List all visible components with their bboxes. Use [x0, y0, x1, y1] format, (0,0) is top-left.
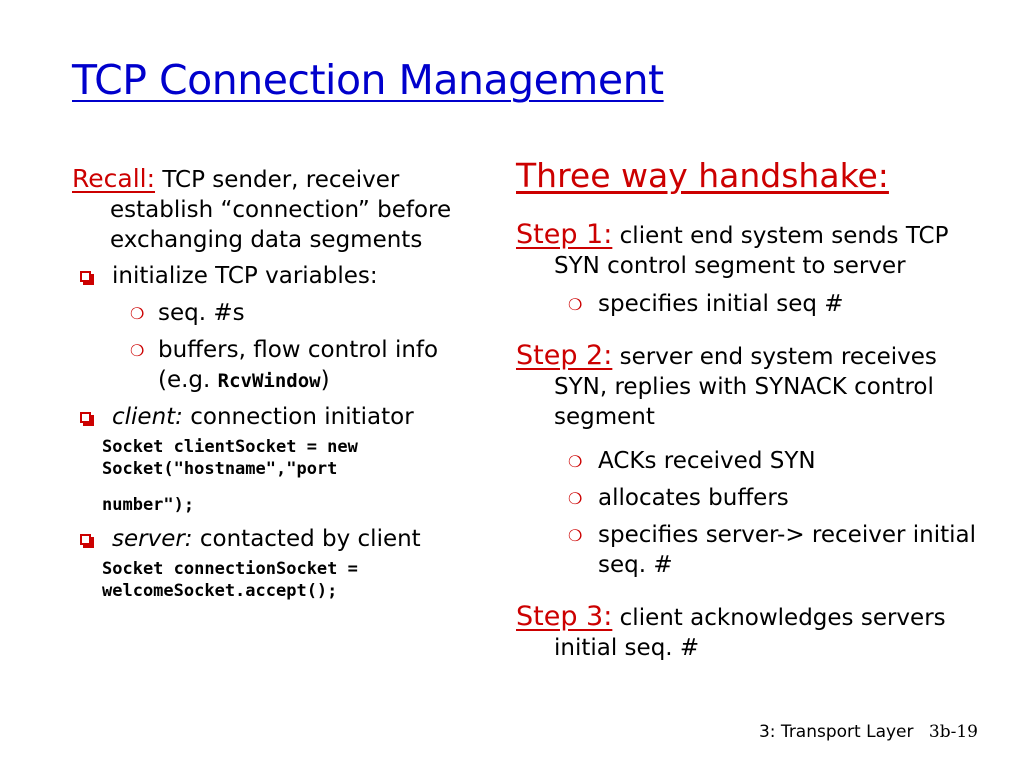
step-1-text: client end system sends TCP SYN control segment to server [554, 223, 949, 279]
bullet-text: initialize TCP variables: [112, 263, 378, 289]
recall-text: TCP sender, receiver establish “connection” before exchanging data segments [110, 167, 452, 253]
circle-bullet-icon: ❍ [130, 304, 145, 323]
sub-bullet-text: buffers, flow control info (e.g. [158, 337, 439, 393]
rcvwindow-code: RcvWindow [217, 370, 321, 392]
sub-bullet-text: specifies initial seq # [598, 291, 844, 317]
circle-bullet-icon: ❍ [568, 295, 583, 314]
footer-chapter: 3: Transport Layer [758, 722, 914, 742]
step-2-sub-acks [516, 446, 986, 476]
footer-page-number: 3b-19 [928, 722, 978, 742]
code-line: Socket clientSocket = new [102, 437, 358, 457]
sub-bullet-text: specifies server-> receiver initial seq. # [598, 522, 976, 578]
sub-bullet-seq [72, 298, 492, 328]
square-bullet-icon [80, 271, 91, 282]
step-3-label: Step 3: [516, 601, 613, 632]
bullet-text: contacted by client [199, 526, 421, 552]
slide-title: TCP Connection Management [72, 56, 664, 104]
step-2 [516, 341, 986, 432]
sub-bullet-text: ACKs received SYN [598, 448, 816, 474]
server-label: server: [112, 526, 193, 552]
code-line: welcomeSocket.accept(); [102, 581, 338, 601]
handshake-heading: Three way handshake: [516, 156, 889, 195]
step-2-sub-seq [516, 520, 986, 580]
code-server-socket [72, 558, 492, 602]
bullet-server [72, 524, 492, 554]
code-line: Socket connectionSocket = [102, 559, 358, 579]
recall-paragraph [72, 164, 492, 255]
right-column [516, 156, 986, 663]
sub-bullet-text: allocates buffers [598, 485, 789, 511]
bullet-client [72, 402, 492, 432]
circle-bullet-icon: ❍ [568, 452, 583, 471]
step-1 [516, 220, 986, 281]
circle-bullet-icon: ❍ [130, 341, 145, 360]
code-line: number"); [102, 495, 195, 515]
step-2-sub-buffers [516, 483, 986, 513]
bullet-initialize [72, 261, 492, 291]
step-2-text: server end system receives SYN, replies with SYNACK control segment [554, 344, 937, 430]
slide-footer [759, 722, 978, 742]
step-2-label: Step 2: [516, 340, 613, 371]
client-label: client: [112, 404, 183, 430]
square-bullet-icon [80, 534, 91, 545]
code-line: Socket("hostname","port [102, 459, 338, 479]
sub-bullet-end: ) [320, 367, 330, 393]
step-1-label: Step 1: [516, 219, 613, 250]
code-client-socket [72, 436, 492, 516]
left-column [72, 164, 492, 602]
square-bullet-icon [80, 412, 91, 423]
recall-label: Recall: [72, 164, 156, 193]
circle-bullet-icon: ❍ [568, 489, 583, 508]
bullet-text: connection initiator [190, 404, 414, 430]
circle-bullet-icon: ❍ [568, 526, 583, 545]
step-3 [516, 602, 986, 663]
sub-bullet-buffers [72, 335, 492, 396]
sub-bullet-text: seq. #s [158, 300, 245, 326]
step-1-sub [516, 289, 986, 319]
step-3-text: client acknowledges servers initial seq. # [554, 605, 946, 661]
